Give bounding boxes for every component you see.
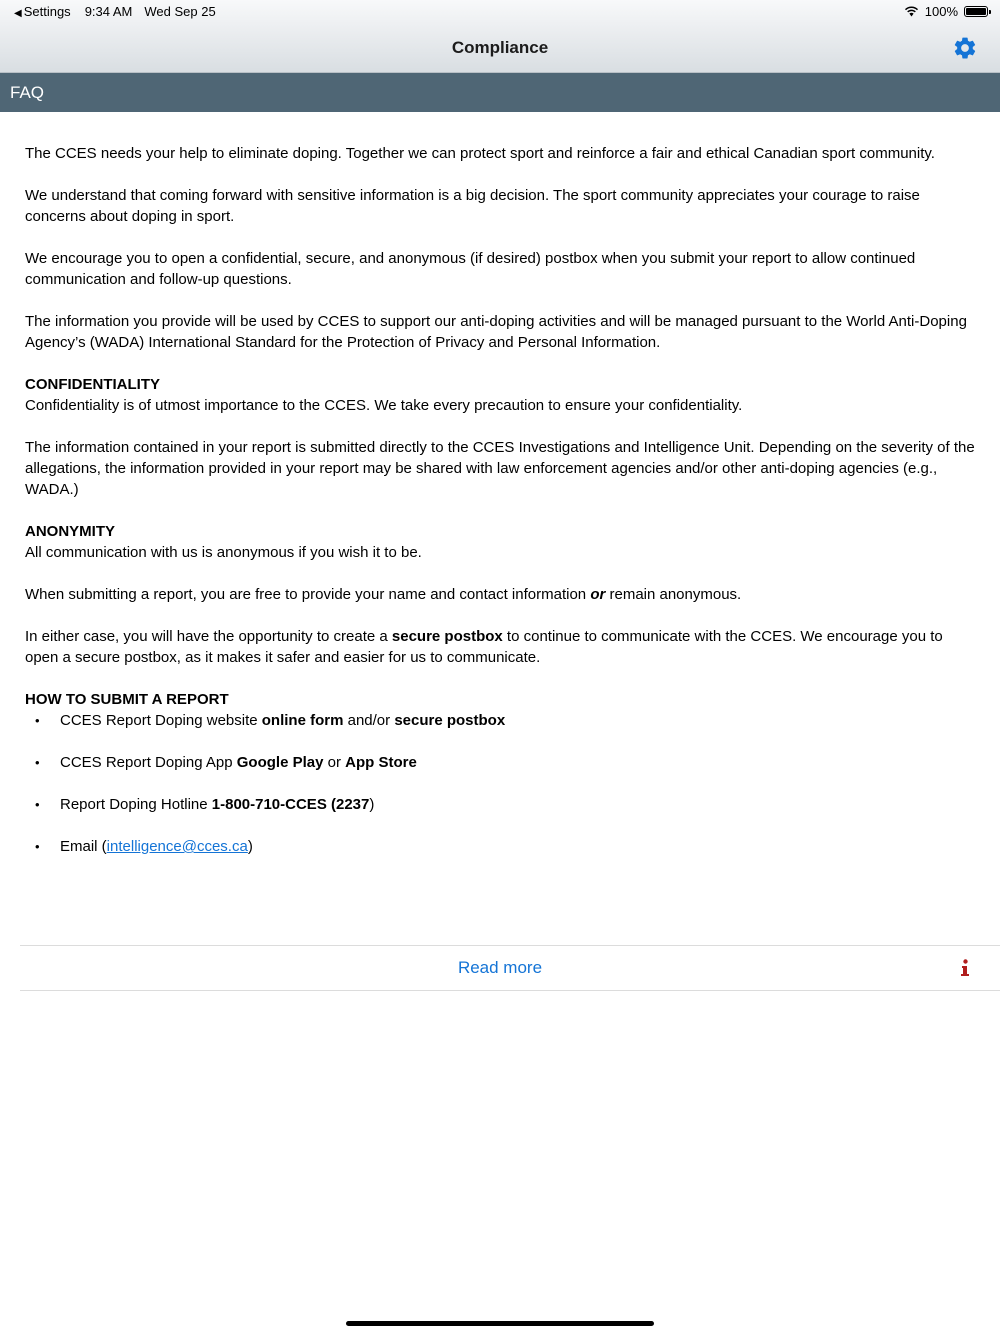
home-indicator[interactable]	[346, 1321, 654, 1326]
text-run: and/or	[343, 712, 395, 729]
read-more-button[interactable]: Read more	[457, 958, 543, 977]
status-bar	[0, 0, 1000, 24]
submit-methods-list	[25, 710, 975, 857]
text-run: remain anonymous.	[605, 586, 742, 603]
list-item	[25, 794, 975, 815]
paragraph: The information you provide will be used by CCES to support our anti-doping activities and will be managed pursuant to the World Anti-Doping Agency’s (WADA) International Standard for the Protection of Privacy and Personal Information.	[25, 313, 967, 351]
wifi-icon	[904, 6, 919, 17]
list-item	[25, 752, 975, 773]
paragraph-text: All communication with us is anonymous if you wish it to be.	[25, 544, 422, 561]
paragraph	[25, 626, 975, 668]
text-run: CCES Report Doping website	[60, 712, 262, 729]
bold-text: Google Play	[236, 754, 324, 771]
back-to-app-link[interactable]	[14, 4, 71, 19]
page-title: Compliance	[451, 38, 549, 57]
section-heading: ANONYMITY	[25, 523, 115, 540]
paragraph: We understand that coming forward with sensitive information is a big decision. The sport community appreciates your courage to raise concerns about doping in sport.	[25, 187, 920, 225]
bold-text: secure postbox	[394, 712, 506, 729]
paragraph: The information contained in your report is submitted directly to the CCES Investigations and Intelligence Unit. Depending on the severity of the allegations, the information provided in your report may be shared with law enforcement agencies and/or other anti-doping agencies (e.g., WADA.)	[25, 439, 975, 498]
text-run: Report Doping Hotline	[60, 796, 212, 813]
text-run: CCES Report Doping App	[60, 754, 237, 771]
section-heading: CONFIDENTIALITY	[25, 376, 160, 393]
faq-content	[25, 143, 975, 878]
list-item	[25, 710, 975, 731]
bold-text: secure postbox	[391, 628, 503, 645]
gear-icon[interactable]	[952, 35, 978, 61]
paragraph	[25, 584, 975, 605]
emphasis-text: or	[590, 586, 606, 603]
paragraph-text: Confidentiality is of utmost importance to the CCES. We take every precaution to ensure your confidentiality.	[25, 397, 743, 414]
bold-text: online form	[261, 712, 344, 729]
read-more-bar	[20, 945, 1000, 991]
section-header-bar	[0, 73, 1000, 112]
list-item	[25, 836, 975, 857]
battery-percentage: 100%	[924, 4, 958, 19]
status-time: 9:34 AM	[84, 4, 133, 19]
section-header-title: FAQ	[10, 83, 45, 102]
text-run: Email (	[60, 838, 107, 855]
info-icon[interactable]	[960, 959, 970, 977]
status-date: Wed Sep 25	[144, 4, 216, 19]
email-link[interactable]: intelligence@cces.ca	[106, 838, 248, 855]
back-arrow-icon: ◀	[14, 8, 22, 19]
text-run: When submitting a report, you are free to provide your name and contact information	[25, 586, 591, 603]
paragraph: The CCES needs your help to eliminate doping. Together we can protect sport and reinforce a fair and ethical Canadian sport community.	[25, 145, 935, 162]
paragraph: We encourage you to open a confidential, secure, and anonymous (if desired) postbox when you submit your report to allow continued communication and follow-up questions.	[25, 250, 916, 288]
battery-icon	[964, 6, 988, 17]
section-heading: HOW TO SUBMIT A REPORT	[25, 691, 229, 708]
bold-text: 1-800-710-CCES (2237	[211, 796, 370, 813]
text-run: to continue to communicate with the CCES. We encourage you to open a secure postbox, as it makes it safer and easier for us to communicate.	[25, 628, 943, 666]
text-run: )	[247, 838, 253, 855]
back-app-label: Settings	[23, 4, 71, 19]
confidentiality-section	[25, 374, 975, 416]
text-run: or	[323, 754, 346, 771]
bold-text: App Store	[345, 754, 417, 771]
anonymity-section	[25, 521, 975, 563]
text-run: In either case, you will have the opportunity to create a	[25, 628, 392, 645]
text-run: )	[369, 796, 375, 813]
